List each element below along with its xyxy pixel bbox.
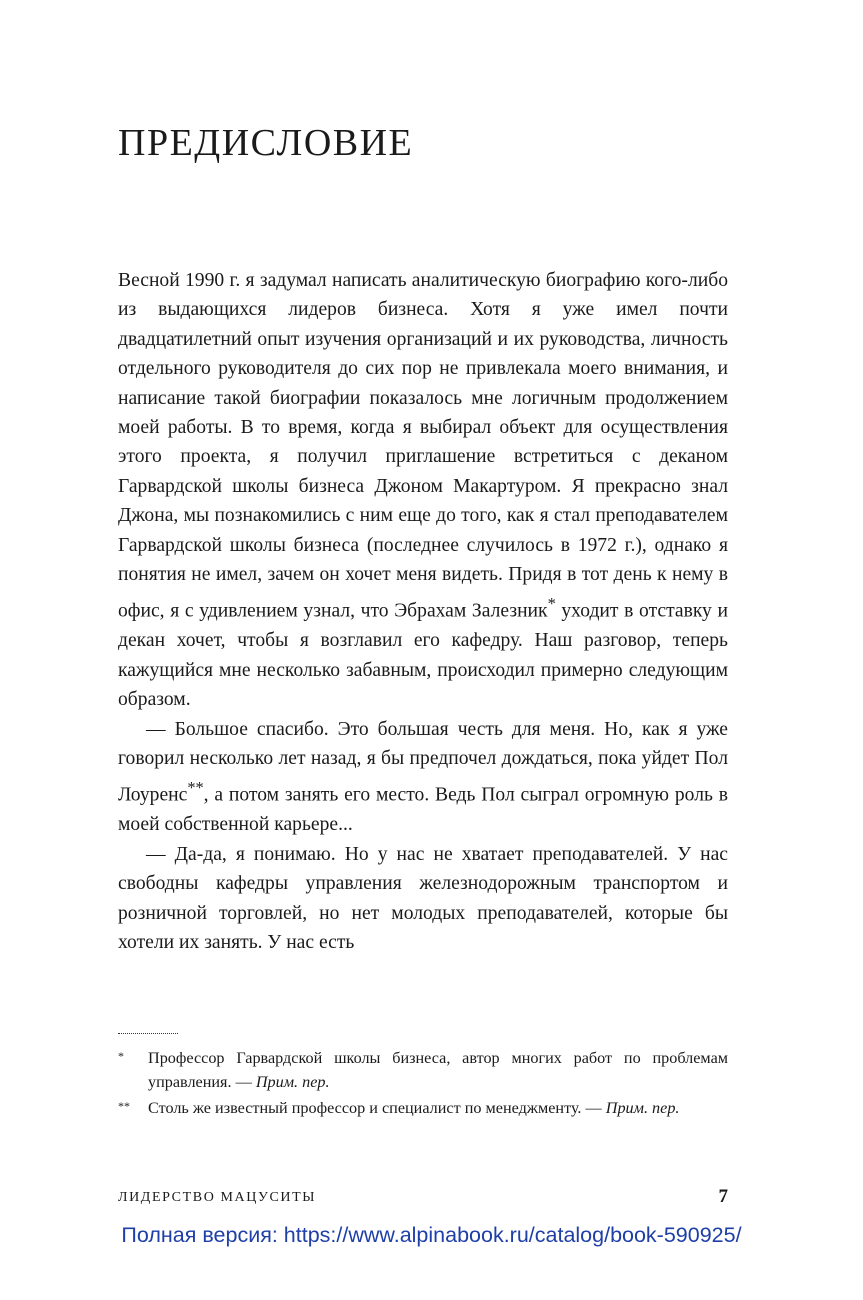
paragraph-1-text-a: Весной 1990 г. я задумал написать аналитическую биографию кого-либо из выдающихся лидеров бизнеса. Хотя я уже имел почти двадцатилетний опыт изучения организаций и их руководства, личность отдельного руководителя до сих пор не привлекала моего внимания, и написание такой биографии показалось мне логичным продолжением моей работы. В то время, когда я выбирал объект для осуществления этого проекта, я получил приглашение встретиться с деканом Гарвардской школы бизнеса Джоном Макартуром. Я прекрасно знал Джона, мы познакомились с ним еще до того, как я стал преподавателем Гарвардской школы бизнеса (последнее случилось в 1972 г.), однако я понятия не имел, зачем он хочет меня видеть. Придя в тот день к нему в офис, я с удивлением узнал, что Эбрахам Залезник [118,270,728,622]
footnote-2 [118,1096,728,1120]
paragraph-2 [118,715,728,840]
footnote-1-text: Профессор Гарвардской школы бизнеса, автор многих работ по проблемам управления. — [148,1049,728,1091]
full-version-link[interactable]: Полная версия: https://www.alpinabook.ru/catalog/book-590925/ [121,1223,742,1247]
footnote-ref-1: * [547,594,556,614]
paragraph-3: — Да-да, я понимаю. Но у нас не хватает преподавателей. У нас свободны кафедры управления железнодорожным транспортом и розничной торговлей, но нет молодых преподавателей, которые бы хотели их занять. У нас есть [118,843,728,953]
footnote-2-mark: ** [118,1099,130,1113]
footnote-2-note: Прим. пер. [605,1099,680,1117]
footnote-2-text: Столь же известный профессор и специалист по менеджменту. — [148,1099,606,1117]
footnote-1-note: Прим. пер. [255,1073,330,1091]
paragraph-2-text-a: — Большое спасибо. Это большая честь для меня. Но, как я уже говорил несколько лет назад, я бы предпочел дождаться, пока уйдет Пол Лоуренс [118,718,728,806]
footnote-1-mark: * [118,1049,124,1063]
footnote-1 [118,1046,728,1094]
page-title: ПРЕДИСЛОВИЕ [118,122,414,164]
paragraph-2-text-b: , а потом занять его место. Ведь Пол сыграл огромную роль в моей собственной карьере... [118,784,728,836]
footnote-separator [118,1033,178,1034]
page-number: 7 [718,1186,728,1207]
paragraph-1 [118,266,728,715]
paragraph-1-text-b: уходит в отставку и декан хочет, чтобы я возглавил его кафедру. Наш разговор, теперь кажущийся мне несколько забавным, происходил примерно следующим образом. [118,601,728,711]
footnote-ref-2: ** [187,778,204,798]
running-head: ЛИДЕРСТВО МАЦУСИТЫ [118,1190,317,1205]
footnotes [118,1046,728,1122]
body-text [118,266,728,957]
